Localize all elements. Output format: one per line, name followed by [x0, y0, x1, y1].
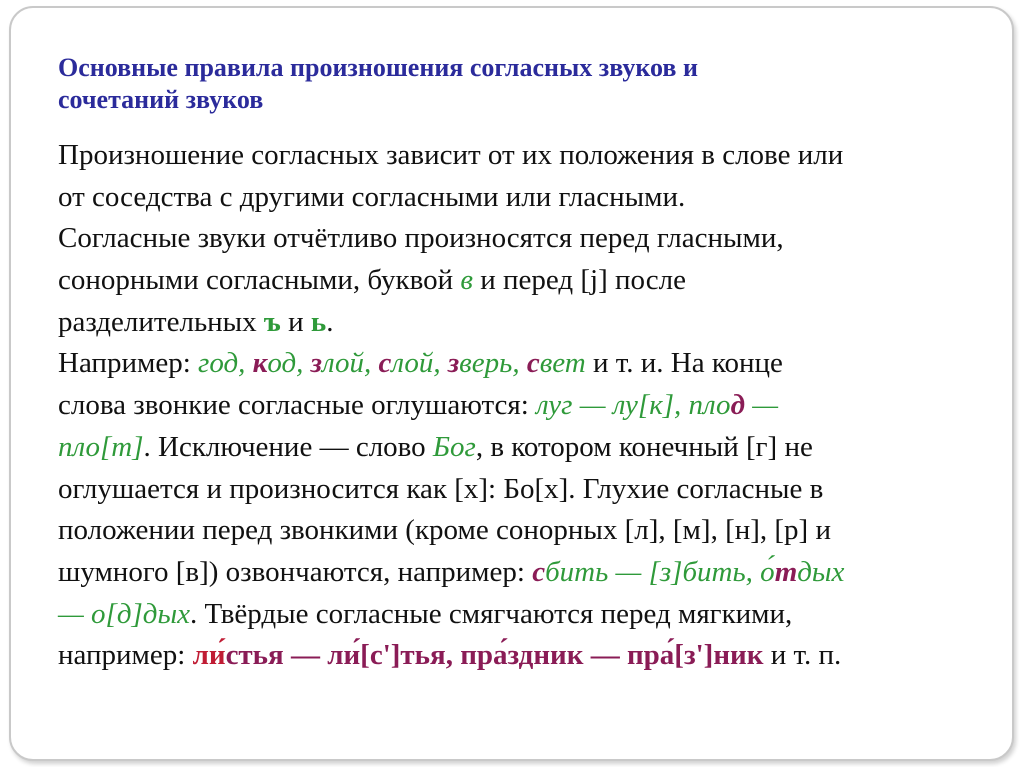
example-word: луг — лу[к], пло	[536, 389, 731, 422]
slide-body	[58, 135, 1003, 677]
title-line-1: Основные правила произношения согласных звуков и	[58, 53, 698, 82]
example-word: —	[744, 389, 778, 422]
example-word: здник — пра́[з']ник	[507, 639, 764, 672]
highlight-letter: з	[310, 347, 322, 380]
example-word: верь,	[459, 347, 527, 380]
highlight-letter: з	[447, 347, 460, 380]
body-line-11	[58, 552, 1003, 594]
text-span: сонорными согласными, буквой	[58, 264, 461, 297]
highlight-letter: к	[252, 347, 268, 380]
text-span: . Твёрдые согласные смягчаются перед мягкими,	[189, 597, 793, 630]
title-line-2: сочетаний звуков	[58, 85, 264, 114]
text-span: слова звонкие согласные оглушаются:	[58, 389, 537, 422]
example-letter: ъ	[263, 305, 281, 338]
text-span: и	[280, 305, 311, 338]
example-word: год,	[198, 347, 253, 380]
highlight-letter: с	[532, 555, 546, 588]
example-word: ли́	[192, 639, 226, 672]
slide-frame	[9, 6, 1014, 761]
text-span: разделительных	[58, 305, 264, 338]
body-line-7	[58, 385, 1003, 427]
text-span: . Исключение — слово	[143, 430, 433, 463]
text-span: и т. и. На конце	[585, 347, 783, 380]
example-word: од,	[267, 347, 311, 380]
highlight-letter: с	[378, 347, 392, 380]
example-word: Бог	[432, 430, 476, 463]
example-word: вет	[539, 347, 586, 380]
body-line-13	[58, 635, 1003, 677]
example-word: — о[д]дых	[58, 597, 190, 630]
example-word: лой,	[321, 347, 379, 380]
example-word: лой,	[391, 347, 448, 380]
text-span: , в котором конечный [г] не	[475, 430, 813, 463]
text-span: .	[326, 305, 334, 338]
example-letter: ь	[310, 305, 327, 338]
text-span: шумного [в]) озвончаются, например:	[58, 555, 533, 588]
example-word: бить — [з]бить, о́	[545, 555, 775, 588]
body-line-3: Согласные звуки отчётливо произносятся перед гласными,	[58, 222, 784, 255]
example-letter: в	[460, 264, 473, 297]
body-line-4	[58, 260, 1003, 302]
slide-title	[58, 52, 958, 116]
text-span: например:	[58, 639, 193, 672]
body-line-5	[58, 302, 1003, 344]
body-line-8	[58, 427, 1003, 469]
body-line-6	[58, 343, 1003, 385]
example-word: пло[т]	[58, 430, 144, 463]
body-line-1: Произношение согласных зависит от их положения в слове или	[58, 139, 844, 171]
text-span: и перед [j] после	[473, 264, 686, 297]
body-line-2: от соседства с другими согласными или гласными.	[58, 180, 686, 213]
highlight-letter: д	[730, 389, 745, 422]
body-line-12	[58, 594, 1003, 636]
body-line-10: положении перед звонкими (кроме сонорных [л], [м], [н], [р] и	[58, 514, 831, 547]
highlight-letter: с	[526, 347, 540, 380]
body-line-9: оглушается и произносится как [х]: Бо[х]. Глухие согласные в	[58, 472, 824, 505]
highlight-letter: т	[774, 555, 798, 588]
text-span: Например:	[58, 347, 199, 380]
example-word: дых	[797, 555, 845, 588]
example-word: стья — ли́[с']тья, пра́	[225, 639, 508, 672]
text-span: и т. п.	[763, 639, 842, 672]
